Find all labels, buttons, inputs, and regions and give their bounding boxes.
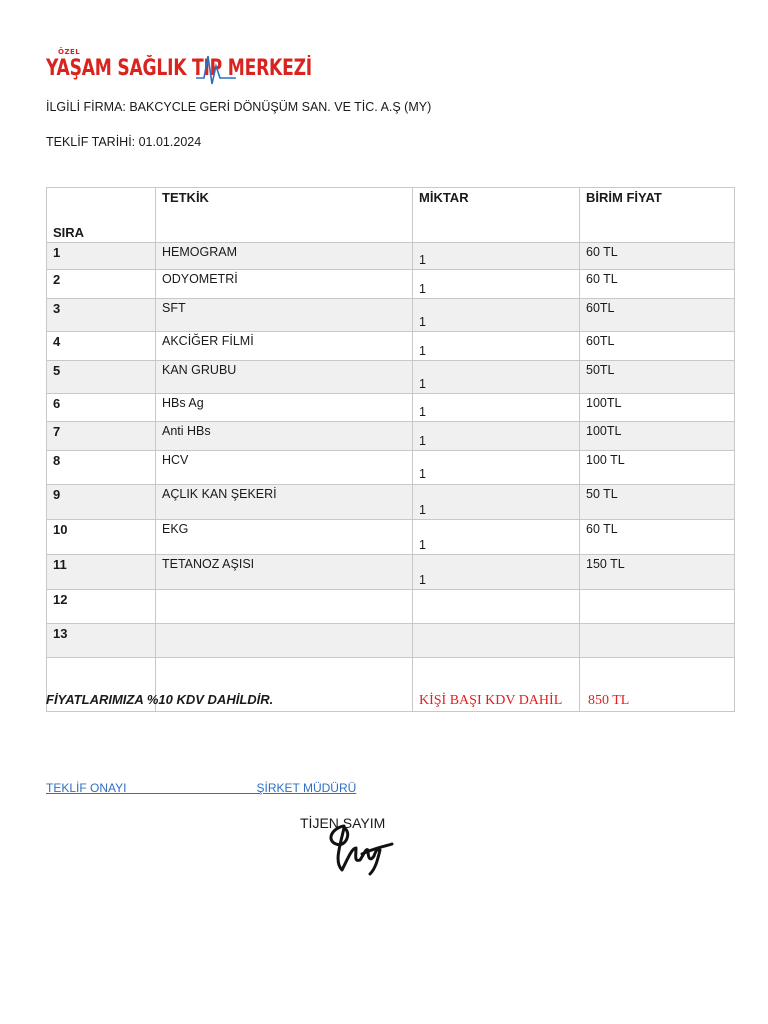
test-cell: AÇLIK KAN ŞEKERİ	[162, 487, 277, 501]
table-row	[47, 624, 735, 658]
sira-cell: 10	[53, 522, 68, 537]
table-row	[47, 422, 735, 451]
sira-cell: 9	[53, 487, 61, 502]
test-cell: TETANOZ AŞISI	[162, 557, 255, 571]
sira-cell: 1	[53, 245, 61, 260]
table-header-row	[47, 188, 735, 243]
table-row	[47, 555, 735, 590]
manager-label: ŞİRKET MÜDÜRÜ	[256, 781, 357, 795]
qty-cell: 1	[419, 315, 426, 329]
sira-cell: 12	[53, 592, 68, 607]
table-row	[47, 485, 735, 520]
price-cell: 60TL	[586, 334, 615, 348]
total-label: KİŞİ BAŞI KDV DAHİL	[419, 693, 563, 708]
company-line: İLGİLİ FİRMA: BAKCYCLE GERİ DÖNÜŞÜM SAN. VE TİC. A.Ş (MY)	[46, 100, 432, 114]
sira-cell: 4	[53, 334, 61, 349]
price-cell: 60 TL	[586, 272, 618, 286]
table-row	[47, 332, 735, 361]
quote-date: TEKLİF TARİHİ: 01.01.2024	[46, 135, 202, 149]
sira-cell: 8	[53, 453, 61, 468]
qty-cell: 1	[419, 538, 426, 552]
col-header-tetkik: TETKİK	[156, 188, 413, 243]
sira-cell: 5	[53, 363, 61, 378]
sira-cell: 13	[53, 626, 68, 641]
test-cell: SFT	[162, 301, 186, 315]
sira-cell: 2	[53, 272, 61, 287]
price-cell: 50 TL	[586, 487, 618, 501]
table-row	[47, 590, 735, 624]
price-cell: 100TL	[586, 396, 622, 410]
approval-label: TEKLİF ONAYI	[46, 781, 127, 795]
qty-cell: 1	[419, 467, 426, 481]
price-cell: 60 TL	[586, 245, 618, 259]
test-cell: HEMOGRAM	[162, 245, 237, 259]
price-cell: 60TL	[586, 301, 615, 315]
table-row	[47, 451, 735, 485]
total-value: 850 TL	[588, 693, 630, 708]
qty-cell: 1	[419, 377, 426, 391]
logo-name: YAŞAM SAĞLIK TIP MERKEZİ	[46, 56, 312, 81]
qty-cell: 1	[419, 282, 426, 296]
price-cell: 100 TL	[586, 453, 625, 467]
test-cell: HBs Ag	[162, 396, 204, 410]
test-cell: KAN GRUBU	[162, 363, 237, 377]
test-cell: ODYOMETRİ	[162, 272, 238, 286]
approval-line	[46, 781, 356, 795]
test-cell: EKG	[162, 522, 189, 536]
logo-small-text: ÖZEL	[58, 48, 81, 56]
table-row	[47, 361, 735, 394]
price-cell: 150 TL	[586, 557, 625, 571]
price-table	[46, 187, 735, 712]
table-row	[47, 520, 735, 555]
qty-cell: 1	[419, 253, 426, 267]
price-cell: 50TL	[586, 363, 615, 377]
test-cell: Anti HBs	[162, 424, 211, 438]
col-header-birim-fiyat: BİRİM FİYAT	[580, 188, 735, 243]
table-row	[47, 243, 735, 270]
qty-cell: 1	[419, 434, 426, 448]
price-cell: 100TL	[586, 424, 622, 438]
qty-cell: 1	[419, 405, 426, 419]
price-cell: 60 TL	[586, 522, 618, 536]
col-header-miktar: MİKTAR	[413, 188, 580, 243]
test-cell: HCV	[162, 453, 189, 467]
heartbeat-icon	[196, 52, 236, 86]
sira-cell: 11	[53, 557, 67, 572]
signature-image	[322, 818, 394, 876]
sira-cell: 6	[53, 396, 61, 411]
table-row	[47, 394, 735, 422]
table-row	[47, 270, 735, 299]
test-cell: AKCİĞER FİLMİ	[162, 334, 254, 348]
qty-cell: 1	[419, 503, 426, 517]
qty-cell: 1	[419, 344, 426, 358]
col-header-sira: SIRA	[47, 188, 156, 243]
sira-cell: 7	[53, 424, 61, 439]
sira-cell: 3	[53, 301, 61, 316]
signer-name: TİJEN SAYIM	[300, 815, 386, 831]
qty-cell: 1	[419, 573, 426, 587]
vat-note: FİYATLARIMIZA %10 KDV DAHİLDİR.	[46, 692, 274, 707]
table-row	[47, 299, 735, 332]
